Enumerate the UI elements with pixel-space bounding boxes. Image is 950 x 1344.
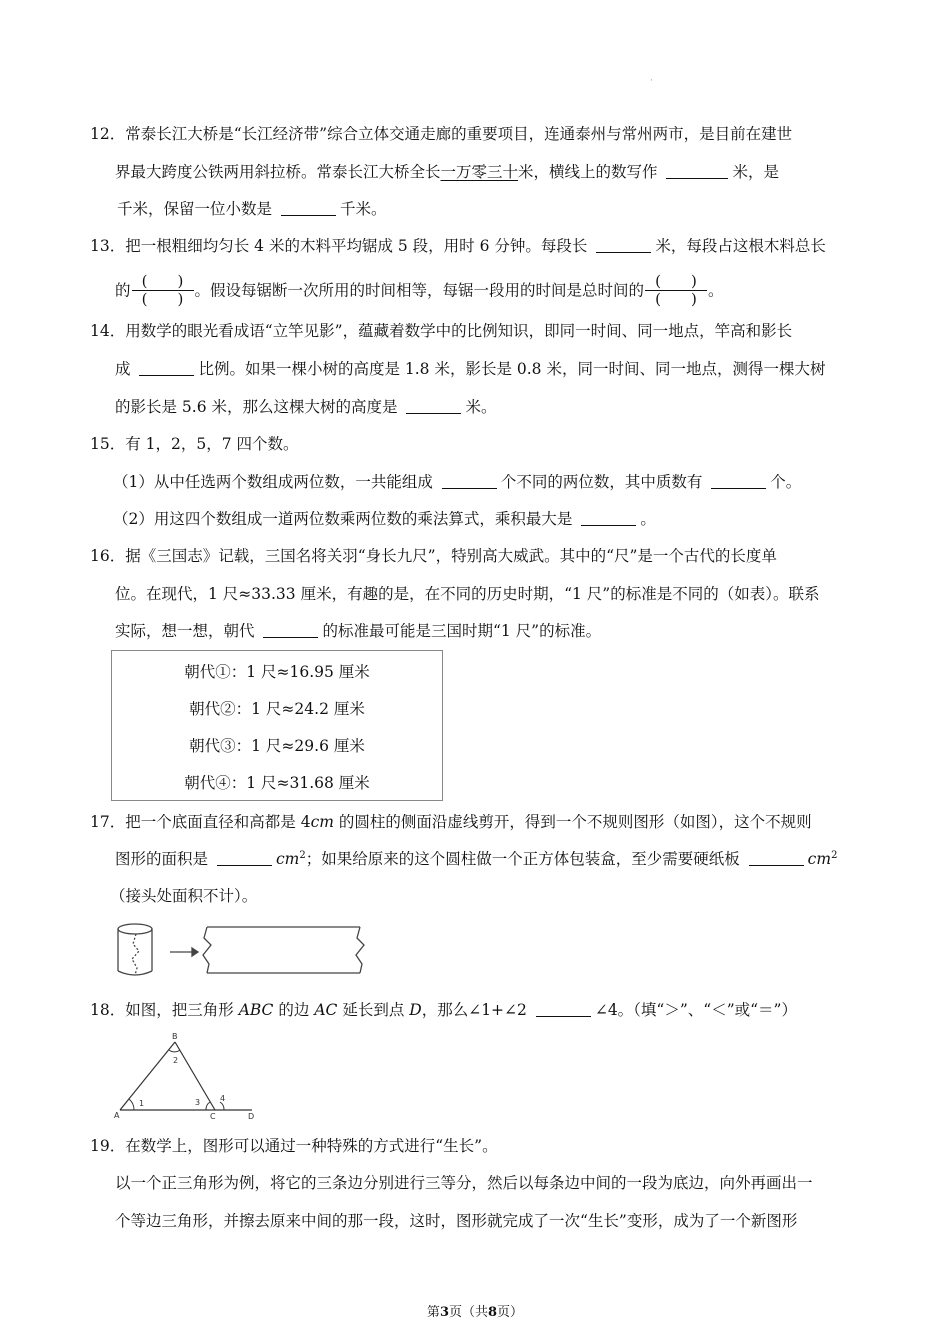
label-D: D [248,1112,255,1120]
q13-fraction-blank-1[interactable]: $\frac{( )}{( )}$ [132,273,194,308]
q18-number: 18． [90,1001,126,1019]
q17-blank-2[interactable] [749,850,804,866]
label-B: B [172,1032,178,1041]
unrolled-shape [203,927,364,973]
q15-number: 15． [90,435,126,453]
q15-line-1: 15．有 1，2，5，7 四个数。 [90,435,299,453]
q12-line-1: 12．常泰长江大桥是“长江经济带”综合立体交通走廊的重要项目，连通泰州与常州两市，是目前在建世 [90,125,793,143]
q13-line-1: 13．把一根粗细均匀长 4 米的木料平均锯成 5 段，用时 6 分钟。每段长 米，每段占这根木料总长 [90,237,826,255]
q18-blank-1[interactable] [536,1001,591,1017]
q16-number: 16． [90,547,126,565]
q12-line-2: 界最大跨度公铁两用斜拉桥。常泰长江大桥全长一万零三十米，横线上的数写作 米，是 [115,163,779,181]
q16-line-1: 16．据《三国志》记载，三国名将关羽“身长九尺”，特别高大威武。其中的“尺”是一个古代的长度单 [90,547,777,565]
q17-line-2: 图形的面积是 $cm^2$；如果给原来的这个圆柱做一个正方体包装盒，至少需要硬纸板 $cm^2$ [115,850,838,868]
label-A: A [114,1111,120,1120]
q14-line-2: 成 比例。如果一棵小树的高度是 1.8 米，影长是 0.8 米，同一时间、同一地点，测得一棵大树 [115,360,826,378]
current-page: 3 [439,1305,449,1320]
q19-line-1: 19．在数学上，图形可以通过一种特殊的方式进行“生长”。 [90,1137,498,1155]
total-pages: 8 [488,1305,498,1320]
q13-blank-1[interactable] [596,237,651,253]
q13-line-2: 的 $\frac{( )}{( )}$ 。假设每锯断一次所用的时间相等，每锯一段用的时间是总时间的 $\frac{( )}{( )}$ 。 [115,272,724,308]
page-footer: 第3页（共8页） [426,1305,524,1320]
angle-4-label: 4 [220,1094,226,1103]
q16-line-3: 实际，想一想，朝代 的标准最可能是三国时期“1 尺”的标准。 [115,622,602,640]
q12-line-3: 千米，保留一位小数是 千米。 [117,200,387,218]
q14-line-3: 的影长是 5.6 米，那么这棵大树的高度是 米。 [115,398,497,416]
q15-part-2: （2）用这四个数组成一道两位数乘两位数的乘法算式，乘积最大是 。 [113,510,656,528]
cylinder-unroll-figure [108,918,368,980]
angle-2-label: 2 [173,1056,179,1065]
q16-line-2: 位。在现代，1 尺≈33.33 厘米，有趣的是，在不同的历史时期，“1 尺”的标准是不同的（如表）。联系 [115,585,820,603]
q13-number: 13． [90,237,126,255]
q15-blank-3[interactable] [581,510,636,526]
cylinder-icon [118,924,152,975]
dynasty-row: 朝代④：1 尺≈31.68 厘米 [184,774,370,792]
angle-3-label: 3 [195,1098,201,1107]
q17-number: 17． [90,813,126,831]
arrow-right-icon [170,948,198,956]
q12-number: 12． [90,125,126,143]
q15-blank-1[interactable] [442,473,497,489]
angle-1-label: 1 [139,1099,145,1108]
q15-part-1: （1）从中任选两个数组成两位数，一共能组成 个不同的两位数，其中质数有 个。 [113,473,802,491]
q14-blank-1[interactable] [139,360,194,376]
q14-number: 14． [90,322,126,340]
underlined-number-words: 一万零三十 [440,163,519,181]
q15-blank-2[interactable] [711,473,766,489]
dynasty-row: 朝代①：1 尺≈16.95 厘米 [184,663,370,681]
q17-blank-1[interactable] [217,850,272,866]
dynasty-row: 朝代③：1 尺≈29.6 厘米 [189,737,365,755]
q19-line-3: 个等边三角形，并擦去原来中间的那一段，这时，图形就完成了一次“生长”变形，成为了一个新图形 [115,1212,798,1230]
q14-blank-2[interactable] [406,398,461,414]
triangle-figure [112,1030,262,1120]
q12-blank-1[interactable] [666,163,728,179]
q16-blank-1[interactable] [263,622,318,638]
dynasty-row: 朝代②：1 尺≈24.2 厘米 [189,700,365,718]
q18-line-1: 18．如图，把三角形 ABC 的边 AC 延长到点 D，那么∠1+∠2 ∠4。（填“＞”、“＜”或“＝”） [90,1001,797,1019]
q12-blank-3[interactable] [281,200,336,216]
q13-fraction-blank-2[interactable]: $\frac{( )}{( )}$ [645,273,707,308]
q19-number: 19． [90,1137,126,1155]
q14-line-1: 14．用数学的眼光看成语“立竿见影”，蕴藏着数学中的比例知识，即同一时间、同一地点，竿高和影长 [90,322,793,340]
q19-line-2: 以一个正三角形为例，将它的三条边分别进行三等分，然后以每条边中间的一段为底边，向外再画出一 [115,1174,813,1192]
label-C: C [210,1112,216,1120]
top-mark: · [650,76,653,86]
q17-line-3: （接头处面积不计）。 [110,887,258,905]
q17-line-1: 17．把一个底面直径和高都是 4cm 的圆柱的侧面沿虚线剪开，得到一个不规则图形（如图），这个不规则 [90,813,812,831]
dynasty-table [111,650,443,801]
